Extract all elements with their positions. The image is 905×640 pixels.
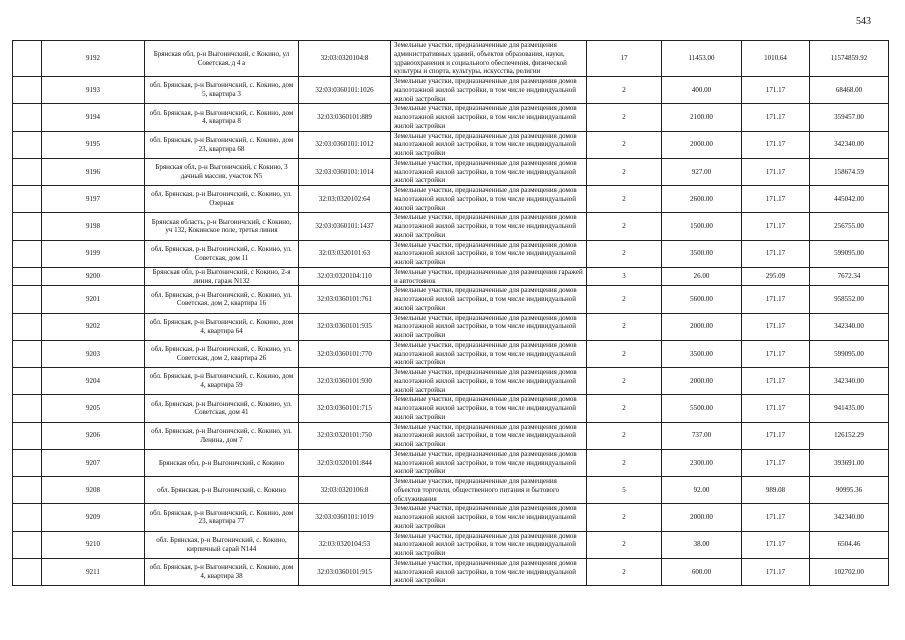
page-number: 543 <box>856 16 871 27</box>
row-number: 9207 <box>42 449 145 476</box>
specific-value-cell: 171.17 <box>742 131 810 158</box>
blank <box>13 41 42 77</box>
cadastral-number-cell: 32:03:0360101:761 <box>299 286 391 313</box>
table-row <box>13 286 889 313</box>
area-cell: 5500.00 <box>662 395 742 422</box>
blank <box>13 240 42 267</box>
address-cell: обл. Брянская, р-н Выгоничский, с. Кокино, кирпичный сарай N144 <box>145 531 299 558</box>
cadastral-value-cell: 90995.36 <box>810 477 889 504</box>
row-number: 9199 <box>42 240 145 267</box>
area-cell: 400.00 <box>662 77 742 104</box>
table-row <box>13 186 889 213</box>
table-row <box>13 77 889 104</box>
row-number: 9194 <box>42 104 145 131</box>
table-row <box>13 41 889 77</box>
land-use-cell: Земельные участки, предназначенные для размещения объектов торговли, общественного питания и бытового обслуживания <box>391 477 587 504</box>
address-cell: обл. Брянская, р-н Выгоничский, с. Кокино, дом 23, квартира 77 <box>145 504 299 531</box>
cadastral-number-cell: 32:03:0320104:53 <box>299 531 391 558</box>
address-cell: обл. Брянская, р-н Выгоничский, с. Кокино, ул. Советская, дом 2, квартира 16 <box>145 286 299 313</box>
cadastral-number-cell: 32:03:0360101:1437 <box>299 213 391 240</box>
cadastral-table <box>12 40 889 586</box>
cadastral-number-cell: 32:03:0360101:715 <box>299 395 391 422</box>
group-code-cell: 2 <box>587 131 662 158</box>
area-cell: 11453.00 <box>662 41 742 77</box>
specific-value-cell: 171.17 <box>742 77 810 104</box>
blank <box>13 504 42 531</box>
blank <box>13 531 42 558</box>
land-use-cell: Земельные участки, предназначенные для размещения административных зданий, объектов образования, науки, здравоохранения и социального обеспечения, физической культуры и спорта, культуры, искусства, религии <box>391 41 587 77</box>
area-cell: 2000.00 <box>662 313 742 340</box>
table-row <box>13 104 889 131</box>
row-number: 9201 <box>42 286 145 313</box>
land-use-cell: Земельные участки, предназначенные для размещения домов малоэтажной жилой застройки, в том числе индивидуальной жилой застройки <box>391 313 587 340</box>
specific-value-cell: 171.17 <box>742 158 810 185</box>
cadastral-value-cell: 941435.00 <box>810 395 889 422</box>
specific-value-cell: 171.17 <box>742 240 810 267</box>
group-code-cell: 2 <box>587 558 662 585</box>
row-number: 9202 <box>42 313 145 340</box>
group-code-cell: 17 <box>587 41 662 77</box>
table-row <box>13 368 889 395</box>
address-cell: Брянская обл, р-н Выгоничский, с Кокино, ул Советская, д 4 а <box>145 41 299 77</box>
cadastral-number-cell: 32:03:0360101:1014 <box>299 158 391 185</box>
row-number: 9208 <box>42 477 145 504</box>
table-body <box>13 41 889 586</box>
address-cell: обл. Брянская, р-н Выгоничский, с. Кокино, дом 5, квартира 3 <box>145 77 299 104</box>
row-number: 9192 <box>42 41 145 77</box>
area-cell: 2000.00 <box>662 131 742 158</box>
row-number: 9197 <box>42 186 145 213</box>
area-cell: 2000.00 <box>662 504 742 531</box>
table-row <box>13 340 889 367</box>
area-cell: 38.00 <box>662 531 742 558</box>
blank <box>13 267 42 286</box>
address-cell: обл. Брянская, р-н Выгоничский, с. Кокино, ул. Советская, дом 11 <box>145 240 299 267</box>
land-use-cell: Земельные участки, предназначенные для размещения домов малоэтажной жилой застройки, в том числе индивидуальной жилой застройки <box>391 449 587 476</box>
address-cell: обл. Брянская, р-н Выгоничский, с. Кокино, дом 4, квартира 38 <box>145 558 299 585</box>
table-row <box>13 213 889 240</box>
blank <box>13 131 42 158</box>
address-cell: Брянская обл, р-н Выгоничский, с Кокино <box>145 449 299 476</box>
cadastral-value-cell: 158674.59 <box>810 158 889 185</box>
cadastral-value-cell: 11574859.92 <box>810 41 889 77</box>
specific-value-cell: 295.09 <box>742 267 810 286</box>
table-row <box>13 531 889 558</box>
cadastral-value-cell: 68468.00 <box>810 77 889 104</box>
cadastral-number-cell: 32:03:0320101:63 <box>299 240 391 267</box>
table-row <box>13 267 889 286</box>
land-use-cell: Земельные участки, предназначенные для размещения домов малоэтажной жилой застройки, в том числе индивидуальной жилой застройки <box>391 395 587 422</box>
row-number: 9209 <box>42 504 145 531</box>
group-code-cell: 2 <box>587 531 662 558</box>
cadastral-value-cell: 342340.00 <box>810 368 889 395</box>
land-use-cell: Земельные участки, предназначенные для размещения домов малоэтажной жилой застройки, в том числе индивидуальной жилой застройки <box>391 340 587 367</box>
area-cell: 2600.00 <box>662 186 742 213</box>
cadastral-value-cell: 7672.34 <box>810 267 889 286</box>
group-code-cell: 2 <box>587 504 662 531</box>
address-cell: обл. Брянская, р-н Выгоничский, с. Кокино, ул. Озерная <box>145 186 299 213</box>
address-cell: обл. Брянская, р-н Выгоничский, с. Кокино, дом 23, квартира 68 <box>145 131 299 158</box>
table-row <box>13 395 889 422</box>
specific-value-cell: 171.17 <box>742 186 810 213</box>
cadastral-number-cell: 32:03:0360101:915 <box>299 558 391 585</box>
address-cell: обл. Брянская, р-н Выгоничский, с. Кокино, ул. Советская, дом 2, квартира 26 <box>145 340 299 367</box>
specific-value-cell: 171.17 <box>742 395 810 422</box>
row-number: 9206 <box>42 422 145 449</box>
group-code-cell: 2 <box>587 422 662 449</box>
area-cell: 2100.00 <box>662 104 742 131</box>
area-cell: 600.00 <box>662 558 742 585</box>
row-number: 9198 <box>42 213 145 240</box>
specific-value-cell: 171.17 <box>742 368 810 395</box>
row-number: 9204 <box>42 368 145 395</box>
specific-value-cell: 171.17 <box>742 213 810 240</box>
specific-value-cell: 1010.64 <box>742 41 810 77</box>
group-code-cell: 2 <box>587 395 662 422</box>
area-cell: 5600.00 <box>662 286 742 313</box>
address-cell: обл. Брянская, р-н Выгоничский, с. Кокино, дом 4, квартира 64 <box>145 313 299 340</box>
specific-value-cell: 171.17 <box>742 531 810 558</box>
cadastral-value-cell: 342340.00 <box>810 313 889 340</box>
blank <box>13 286 42 313</box>
land-use-cell: Земельные участки, предназначенные для размещения домов малоэтажной жилой застройки, в том числе индивидуальной жилой застройки <box>391 240 587 267</box>
cadastral-value-cell: 599095.00 <box>810 240 889 267</box>
blank <box>13 158 42 185</box>
blank <box>13 477 42 504</box>
address-cell: Брянская область, р-н Выгоничский, с Кокино, уч 132, Кокинское поле, третья линия <box>145 213 299 240</box>
specific-value-cell: 171.17 <box>742 313 810 340</box>
cadastral-number-cell: 32:03:0360101:930 <box>299 368 391 395</box>
blank <box>13 422 42 449</box>
cadastral-value-cell: 958552.00 <box>810 286 889 313</box>
land-use-cell: Земельные участки, предназначенные для размещения домов малоэтажной жилой застройки, в том числе индивидуальной жилой застройки <box>391 77 587 104</box>
cadastral-number-cell: 32:03:0320104:110 <box>299 267 391 286</box>
cadastral-value-cell: 359457.00 <box>810 104 889 131</box>
blank <box>13 395 42 422</box>
table-row <box>13 449 889 476</box>
cadastral-number-cell: 32:03:0320106:8 <box>299 477 391 504</box>
table-row <box>13 313 889 340</box>
blank <box>13 368 42 395</box>
table-row <box>13 158 889 185</box>
area-cell: 92.00 <box>662 477 742 504</box>
table-row <box>13 131 889 158</box>
cadastral-value-cell: 445042.00 <box>810 186 889 213</box>
address-cell: обл. Брянская, р-н Выгоничский, с. Кокино, ул. Ленина, дом 7 <box>145 422 299 449</box>
cadastral-value-cell: 342340.00 <box>810 504 889 531</box>
group-code-cell: 2 <box>587 186 662 213</box>
group-code-cell: 2 <box>587 286 662 313</box>
area-cell: 3500.00 <box>662 340 742 367</box>
address-cell: Брянская обл, р-н Выгоничский, с Кокино, 2-я линия, гараж N132 <box>145 267 299 286</box>
table-row <box>13 558 889 585</box>
land-use-cell: Земельные участки, предназначенные для размещения гаражей и автостоянок <box>391 267 587 286</box>
land-use-cell: Земельные участки, предназначенные для размещения домов малоэтажной жилой застройки, в том числе индивидуальной жилой застройки <box>391 531 587 558</box>
cadastral-value-cell: 256755.00 <box>810 213 889 240</box>
address-cell: обл. Брянская, р-н Выгоничский, с. Кокино, дом 4, квартира 59 <box>145 368 299 395</box>
land-use-cell: Земельные участки, предназначенные для размещения домов малоэтажной жилой застройки, в том числе индивидуальной жилой застройки <box>391 213 587 240</box>
land-use-cell: Земельные участки, предназначенные для размещения домов малоэтажной жилой застройки, в том числе индивидуальной жилой застройки <box>391 558 587 585</box>
group-code-cell: 2 <box>587 368 662 395</box>
specific-value-cell: 171.17 <box>742 286 810 313</box>
specific-value-cell: 989.08 <box>742 477 810 504</box>
area-cell: 2300.00 <box>662 449 742 476</box>
address-cell: обл. Брянская, р-н Выгоничский, с. Кокино, ул. Советская, дом 41 <box>145 395 299 422</box>
group-code-cell: 2 <box>587 340 662 367</box>
cadastral-value-cell: 102702.00 <box>810 558 889 585</box>
land-use-cell: Земельные участки, предназначенные для размещения домов малоэтажной жилой застройки, в том числе индивидуальной жилой застройки <box>391 504 587 531</box>
area-cell: 3500.00 <box>662 240 742 267</box>
cadastral-number-cell: 32:03:0320101:844 <box>299 449 391 476</box>
group-code-cell: 2 <box>587 77 662 104</box>
blank <box>13 340 42 367</box>
cadastral-value-cell: 393691.00 <box>810 449 889 476</box>
land-use-cell: Земельные участки, предназначенные для размещения домов малоэтажной жилой застройки, в том числе индивидуальной жилой застройки <box>391 422 587 449</box>
row-number: 9195 <box>42 131 145 158</box>
group-code-cell: 2 <box>587 213 662 240</box>
cadastral-number-cell: 32:03:0360101:770 <box>299 340 391 367</box>
area-cell: 1500.00 <box>662 213 742 240</box>
area-cell: 927.00 <box>662 158 742 185</box>
cadastral-value-cell: 6504.46 <box>810 531 889 558</box>
group-code-cell: 2 <box>587 449 662 476</box>
blank <box>13 558 42 585</box>
blank <box>13 186 42 213</box>
address-cell: обл. Брянская, р-н Выгоничский, с. Кокино, дом 4, квартира 8 <box>145 104 299 131</box>
table-row <box>13 504 889 531</box>
cadastral-number-cell: 32:03:0320104:8 <box>299 41 391 77</box>
row-number: 9203 <box>42 340 145 367</box>
land-use-cell: Земельные участки, предназначенные для размещения домов малоэтажной жилой застройки, в том числе индивидуальной жилой застройки <box>391 186 587 213</box>
group-code-cell: 2 <box>587 104 662 131</box>
land-use-cell: Земельные участки, предназначенные для размещения домов малоэтажной жилой застройки, в том числе индивидуальной жилой застройки <box>391 104 587 131</box>
row-number: 9210 <box>42 531 145 558</box>
address-cell: обл. Брянская, р-н Выгоничский, с. Кокино <box>145 477 299 504</box>
specific-value-cell: 171.17 <box>742 104 810 131</box>
cadastral-number-cell: 32:03:0320101:750 <box>299 422 391 449</box>
cadastral-number-cell: 32:03:0360101:889 <box>299 104 391 131</box>
group-code-cell: 2 <box>587 158 662 185</box>
address-cell: Брянская обл, р-н Выгоничский, с Кокино, 3 дачный массив, участок N5 <box>145 158 299 185</box>
blank <box>13 104 42 131</box>
specific-value-cell: 171.17 <box>742 504 810 531</box>
land-use-cell: Земельные участки, предназначенные для размещения домов малоэтажной жилой застройки, в том числе индивидуальной жилой застройки <box>391 286 587 313</box>
blank <box>13 77 42 104</box>
table-row <box>13 477 889 504</box>
cadastral-value-cell: 599095.00 <box>810 340 889 367</box>
specific-value-cell: 171.17 <box>742 558 810 585</box>
row-number: 9200 <box>42 267 145 286</box>
table-row <box>13 422 889 449</box>
area-cell: 2000.00 <box>662 368 742 395</box>
cadastral-value-cell: 342340.00 <box>810 131 889 158</box>
blank <box>13 213 42 240</box>
cadastral-value-cell: 126152.29 <box>810 422 889 449</box>
table-row <box>13 240 889 267</box>
group-code-cell: 2 <box>587 313 662 340</box>
group-code-cell: 2 <box>587 240 662 267</box>
land-use-cell: Земельные участки, предназначенные для размещения домов малоэтажной жилой застройки, в том числе индивидуальной жилой застройки <box>391 131 587 158</box>
blank <box>13 449 42 476</box>
specific-value-cell: 171.17 <box>742 340 810 367</box>
cadastral-number-cell: 32:03:0360101:1012 <box>299 131 391 158</box>
area-cell: 737.00 <box>662 422 742 449</box>
land-use-cell: Земельные участки, предназначенные для размещения домов малоэтажной жилой застройки, в том числе индивидуальной жилой застройки <box>391 368 587 395</box>
cadastral-number-cell: 32:03:0360101:1026 <box>299 77 391 104</box>
group-code-cell: 3 <box>587 267 662 286</box>
group-code-cell: 5 <box>587 477 662 504</box>
specific-value-cell: 171.17 <box>742 449 810 476</box>
cadastral-number-cell: 32:03:0320102:64 <box>299 186 391 213</box>
row-number: 9196 <box>42 158 145 185</box>
specific-value-cell: 171.17 <box>742 422 810 449</box>
row-number: 9211 <box>42 558 145 585</box>
area-cell: 26.00 <box>662 267 742 286</box>
cadastral-number-cell: 32:03:0360101:1019 <box>299 504 391 531</box>
blank <box>13 313 42 340</box>
row-number: 9193 <box>42 77 145 104</box>
row-number: 9205 <box>42 395 145 422</box>
cadastral-number-cell: 32:03:0360101:935 <box>299 313 391 340</box>
land-use-cell: Земельные участки, предназначенные для размещения домов малоэтажной жилой застройки, в том числе индивидуальной жилой застройки <box>391 158 587 185</box>
